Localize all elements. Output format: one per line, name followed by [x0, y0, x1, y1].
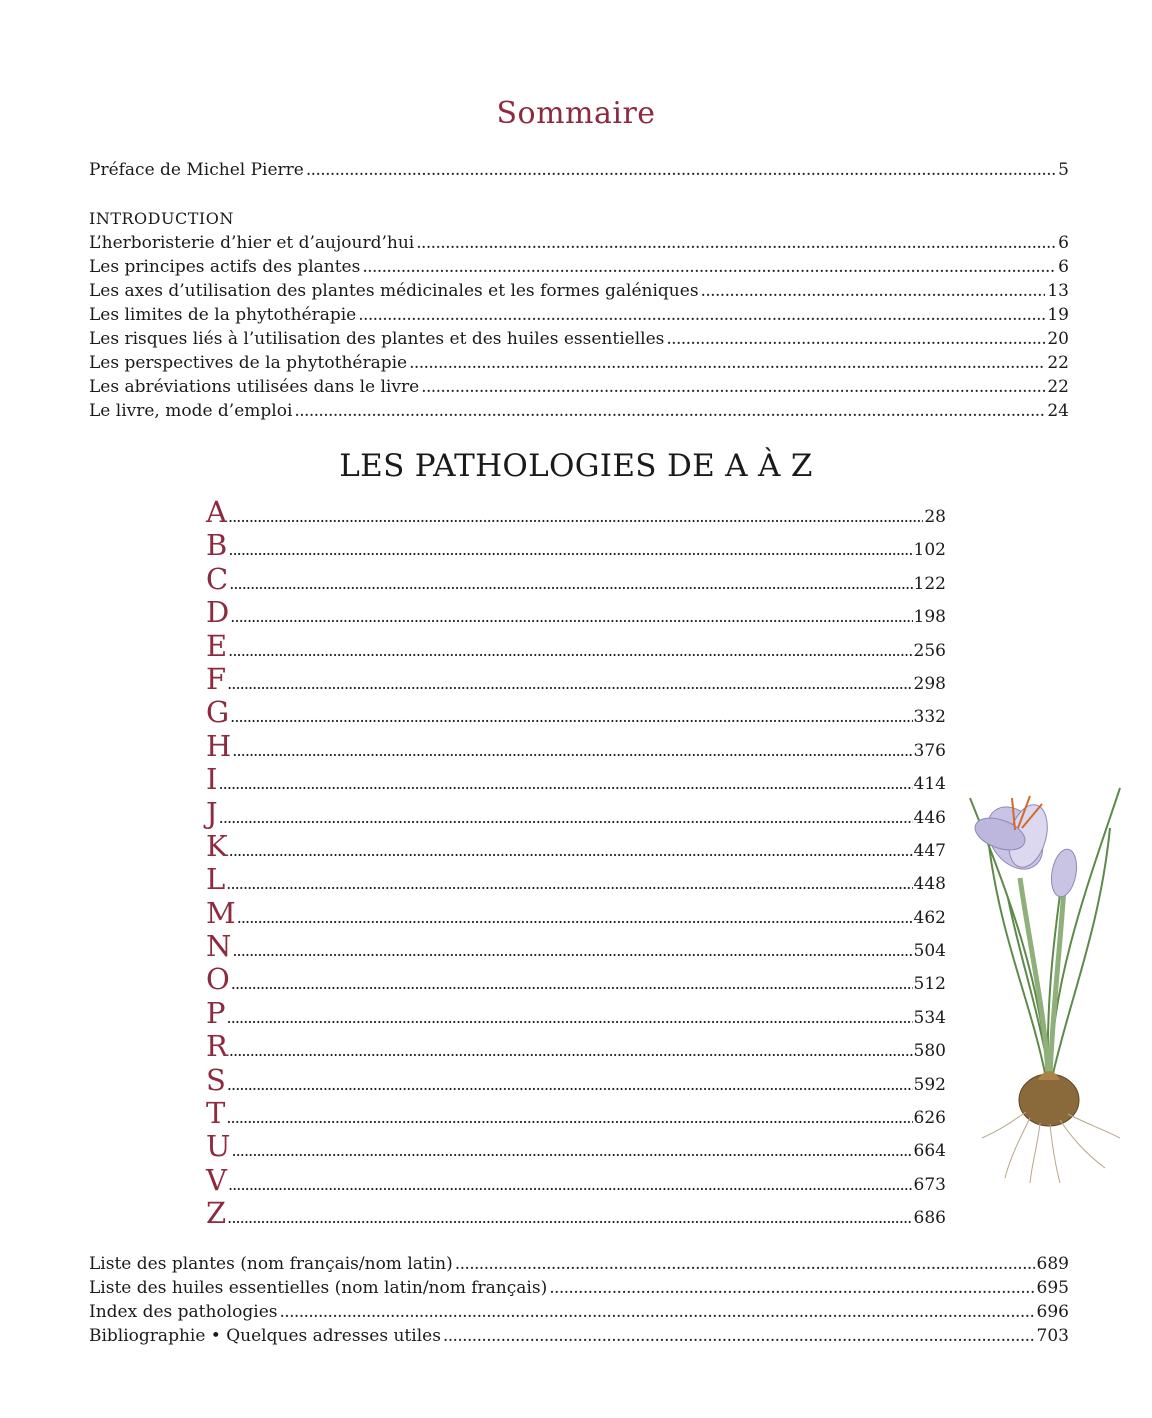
dot-leader [228, 641, 912, 660]
toc-row-preface[interactable] [89, 158, 1069, 182]
dot-leader [237, 908, 913, 927]
toc-label: Les principes actifs des plantes [89, 257, 361, 277]
pathologies-heading: LES PATHOLOGIES DE A À Z [339, 448, 813, 484]
dot-leader [232, 941, 912, 960]
introduction-heading: INTRODUCTION [89, 209, 234, 228]
dot-leader [231, 1141, 912, 1160]
flowers [971, 796, 1080, 899]
dot-leader [701, 279, 1046, 303]
az-letter: N [206, 929, 232, 964]
az-page: 504 [913, 941, 946, 962]
toc-page: 689 [1036, 1254, 1069, 1274]
toc-label: Préface de Michel Pierre [89, 160, 304, 180]
az-page: 332 [913, 707, 946, 728]
toc-row-intro-7[interactable] [89, 399, 1069, 423]
toc-label: Liste des plantes (nom français/nom latin) [89, 1254, 453, 1274]
az-letter: H [206, 728, 232, 763]
az-letter: J [206, 795, 218, 830]
appendix-section [89, 1252, 1069, 1348]
dot-leader [227, 1075, 913, 1094]
az-letter: A [206, 495, 227, 529]
dot-leader [306, 158, 1056, 182]
az-page: 512 [913, 974, 946, 995]
toc-label: Les limites de la phytothérapie [89, 305, 357, 325]
az-row-o[interactable] [206, 963, 946, 996]
toc-page: 5 [1058, 160, 1069, 180]
az-letter: D [206, 595, 230, 630]
dot-leader [409, 351, 1045, 375]
az-letter: S [206, 1062, 226, 1097]
toc-page: 19 [1047, 305, 1069, 325]
az-row-j[interactable] [206, 797, 946, 830]
dot-leader [226, 1108, 912, 1127]
toc-row-appendix-3[interactable] [89, 1324, 1069, 1348]
toc-row-appendix-1[interactable] [89, 1276, 1069, 1300]
dot-leader [230, 707, 912, 726]
dot-leader [416, 231, 1056, 255]
az-page: 376 [913, 740, 946, 761]
az-page: 448 [913, 874, 946, 895]
toc-row-appendix-2[interactable] [89, 1300, 1069, 1324]
dot-leader [226, 874, 912, 893]
toc-label: Les abréviations utilisées dans le livre [89, 377, 420, 397]
az-page: 664 [913, 1141, 946, 1162]
az-page: 534 [913, 1007, 946, 1028]
dot-leader [421, 375, 1045, 399]
page-title: Sommaire [496, 96, 656, 131]
az-letter: F [206, 661, 227, 696]
az-page: 580 [913, 1041, 946, 1062]
toc-page: 22 [1047, 353, 1069, 373]
toc-page: 13 [1047, 281, 1069, 301]
az-letter: K [206, 828, 228, 863]
az-letter: O [206, 962, 230, 997]
az-row-r[interactable] [206, 1030, 946, 1063]
az-letter: L [206, 862, 226, 897]
dot-leader [231, 974, 913, 993]
toc-label: Bibliographie • Quelques adresses utiles [89, 1326, 441, 1346]
az-letter: M [206, 895, 236, 930]
az-page: 673 [913, 1174, 946, 1195]
toc-page: 6 [1058, 233, 1069, 253]
az-letter: U [206, 1129, 231, 1164]
introduction-list [89, 231, 1069, 423]
toc-row-intro-0[interactable] [89, 231, 1069, 255]
az-row-p[interactable] [206, 997, 946, 1030]
az-page: 198 [913, 607, 946, 628]
toc-label: Les axes d’utilisation des plantes médicinales et les formes galéniques [89, 281, 699, 301]
az-row-k[interactable] [206, 830, 946, 863]
preface-section [89, 158, 1069, 182]
dot-leader [228, 1175, 913, 1194]
dot-leader [230, 607, 912, 626]
toc-page: 703 [1036, 1326, 1069, 1346]
az-row-l[interactable] [206, 863, 946, 896]
toc-row-intro-5[interactable] [89, 351, 1069, 375]
az-page: 446 [913, 807, 946, 828]
az-row-d[interactable] [206, 596, 946, 629]
az-row-h[interactable] [206, 730, 946, 763]
dot-leader [219, 808, 913, 827]
az-row-b[interactable] [206, 529, 946, 562]
az-page: 626 [913, 1108, 946, 1129]
toc-row-intro-3[interactable] [89, 303, 1069, 327]
az-letter: P [206, 995, 226, 1030]
toc-label: Le livre, mode d’emploi [89, 401, 293, 421]
dot-leader [358, 303, 1045, 327]
az-letter: C [206, 561, 229, 596]
dot-leader [549, 1276, 1034, 1300]
az-row-c[interactable] [206, 563, 946, 596]
dot-leader [294, 399, 1045, 423]
toc-label: L’herboristerie d’hier et d’aujourd’hui [89, 233, 415, 253]
az-letter: Z [206, 1196, 227, 1231]
toc-page: 22 [1047, 377, 1069, 397]
dot-leader [229, 1041, 913, 1060]
az-letter: V [206, 1162, 227, 1197]
toc-label: Index des pathologies [89, 1302, 278, 1322]
dot-leader [229, 574, 912, 593]
az-letter: I [206, 762, 218, 797]
az-row-u[interactable] [206, 1130, 946, 1163]
az-row-f[interactable] [206, 663, 946, 696]
toc-page: 695 [1036, 1278, 1069, 1298]
az-row-t[interactable] [206, 1097, 946, 1130]
dot-leader [228, 507, 923, 526]
introduction-section [89, 207, 1069, 423]
dot-leader [279, 1300, 1034, 1324]
dot-leader [227, 674, 912, 693]
bulb [1019, 1071, 1079, 1126]
toc-label: Les perspectives de la phytothérapie [89, 353, 408, 373]
az-page: 592 [913, 1074, 946, 1095]
dot-leader [227, 1208, 912, 1227]
toc-row-intro-6[interactable] [89, 375, 1069, 399]
az-row-a[interactable] [206, 496, 946, 529]
az-page: 414 [913, 774, 946, 795]
az-page: 122 [913, 573, 946, 594]
toc-page: 6 [1058, 257, 1069, 277]
toc-page: 20 [1047, 329, 1069, 349]
toc-row-intro-2[interactable] [89, 279, 1069, 303]
dot-leader [227, 1008, 913, 1027]
az-row-i[interactable] [206, 763, 946, 796]
az-page: 462 [913, 907, 946, 928]
toc-label: Liste des huiles essentielles (nom latin/nom français) [89, 1278, 548, 1298]
az-letter: B [206, 528, 228, 563]
az-page: 256 [913, 640, 946, 661]
dot-leader [228, 540, 912, 559]
toc-page: 24 [1047, 401, 1069, 421]
toc-row-intro-4[interactable] [89, 327, 1069, 351]
az-page: 28 [924, 507, 946, 527]
az-row-n[interactable] [206, 930, 946, 963]
dot-leader [443, 1324, 1035, 1348]
dot-leader [666, 327, 1045, 351]
dot-leader [229, 841, 913, 860]
dot-leader [362, 255, 1056, 279]
dot-leader [218, 774, 912, 793]
az-row-g[interactable] [206, 696, 946, 729]
az-row-m[interactable] [206, 897, 946, 930]
toc-row-intro-1[interactable] [89, 255, 1069, 279]
az-letter: T [206, 1096, 226, 1131]
az-letter: E [206, 628, 228, 663]
dot-leader [232, 741, 912, 760]
pathologies-az-list [206, 496, 946, 1231]
toc-row-appendix-0[interactable] [89, 1252, 1069, 1276]
az-page: 102 [913, 540, 946, 561]
crocus-plant-illustration [960, 778, 1130, 1188]
az-row-z[interactable] [206, 1197, 946, 1230]
az-page: 298 [913, 673, 946, 694]
az-row-e[interactable] [206, 630, 946, 663]
az-row-v[interactable] [206, 1164, 946, 1197]
dot-leader [455, 1252, 1035, 1276]
az-letter: R [206, 1029, 228, 1064]
az-page: 447 [913, 840, 946, 861]
az-page: 686 [913, 1208, 946, 1229]
toc-page: 696 [1036, 1302, 1069, 1322]
toc-label: Les risques liés à l’utilisation des plantes et des huiles essentielles [89, 329, 665, 349]
az-letter: G [206, 695, 230, 730]
az-row-s[interactable] [206, 1064, 946, 1097]
